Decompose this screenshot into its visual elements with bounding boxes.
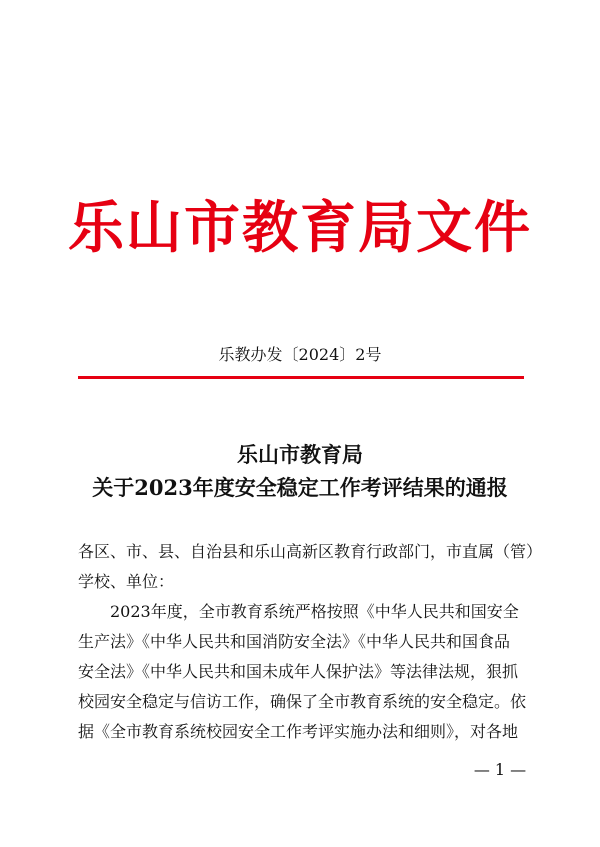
paragraph-line: 生产法》《中华人民共和国消防安全法》《中华人民共和国食品 — [78, 632, 511, 651]
paragraph-line: 校园安全稳定与信访工作，确保了全市教育系统的安全稳定。依 — [78, 692, 527, 711]
page-number: — 1 — — [473, 760, 527, 779]
addressee-line-1: 各区、市、县、自治县和乐山高新区教育行政部门，市直属（管） — [78, 542, 543, 561]
notice-title-line-1: 乐山市教育局 — [237, 442, 363, 467]
red-divider-line — [78, 376, 524, 379]
paragraph-line: 2023年度，全市教育系统严格按照《中华人民共和国安全 — [110, 602, 519, 621]
document-number: 乐教办发〔2024〕2号 — [218, 345, 382, 364]
paragraph-line: 安全法》《中华人民共和国未成年人保护法》等法律法规，狠抓 — [78, 662, 519, 681]
paragraph-line: 据《全市教育系统校园安全工作考评实施办法和细则》，对各地 — [78, 722, 519, 741]
addressee-line-2: 学校、单位： — [78, 572, 175, 591]
document-header-title: 乐山市教育局文件 — [68, 195, 532, 261]
notice-title-line-2: 关于2023年度安全稳定工作考评结果的通报 — [92, 475, 508, 500]
